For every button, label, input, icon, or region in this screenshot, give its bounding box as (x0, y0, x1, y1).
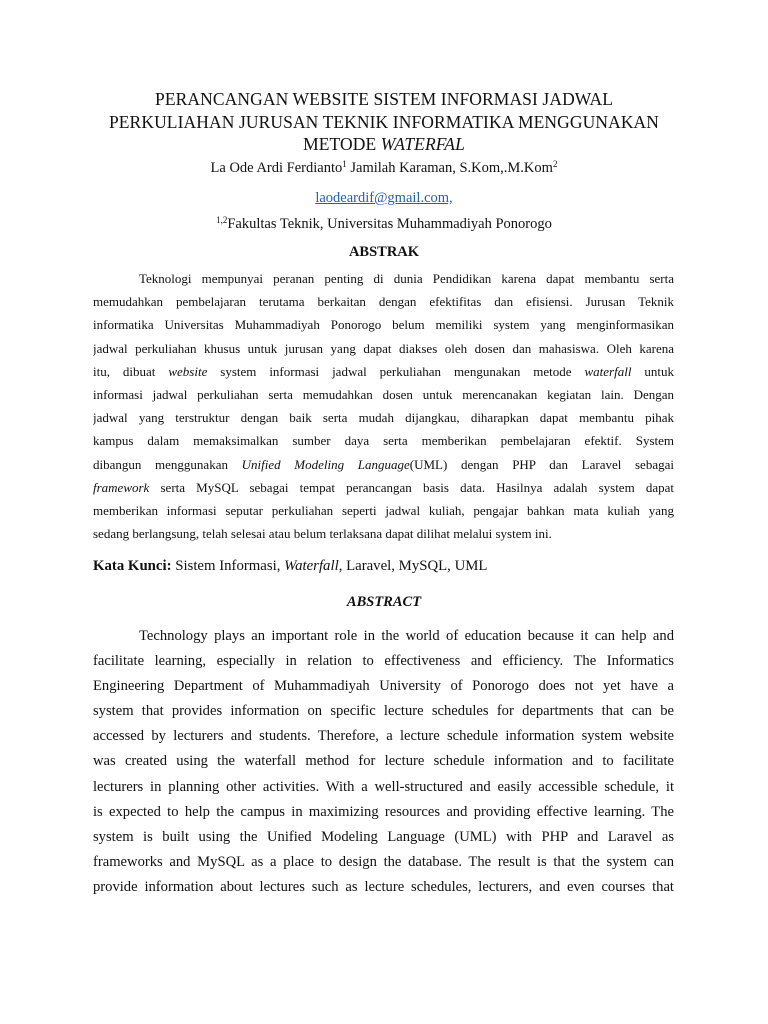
abstract-line: Engineering Department of Muhammadiyah University of Ponorogo does not yet have a (93, 678, 674, 695)
abstrak-text: serta MySQL sebagai tempat perancangan basis data. Hasilnya adalah system dapat (149, 479, 674, 495)
abstrak-line (93, 499, 674, 522)
abstract-line: was created using the waterfall method for lecture schedule information and to facilitate (93, 753, 674, 770)
author-line (0, 158, 768, 178)
abstract-heading: ABSTRACT (346, 594, 422, 610)
abstrak-text: untuk (631, 363, 674, 379)
keywords-text-rest: , Laravel, MySQL, UML (338, 558, 488, 574)
abstract-line: accessed by lecturers and students. Therefore, a lecture schedule information system website (93, 728, 674, 745)
abstract-line: frameworks and MySQL as a place to design the database. The result is that the system can (93, 853, 674, 870)
abstrak-text: jadwal perkuliahan khusus untuk jurusan yang dapat diakses oleh dosen dan mahasiswa. Oleh karena (93, 340, 674, 356)
abstrak-paragraph (93, 267, 674, 545)
abstrak-text: informatika Universitas Muhammadiyah Ponorogo belum memiliki system yang menginformasikan (93, 317, 674, 333)
abstrak-line (93, 337, 674, 360)
abstrak-text: sedang berlangsung, telah selesai atau belum terlaksana dapat dilihat melalui system ini. (93, 526, 552, 542)
abstrak-line (93, 360, 674, 383)
abstrak-heading: ABSTRAK (348, 244, 420, 260)
abstrak-italic-term: waterfall (584, 363, 632, 379)
paper-title (88, 88, 680, 156)
author-1-affiliation-mark: 1 (342, 159, 347, 169)
abstrak-text: memberikan informasi seputar perkuliahan seperti jadwal kuliah, pengajar bahkan mata kuliah yang (93, 502, 674, 518)
abstrak-line (93, 522, 674, 545)
abstrak-text: dibangun menggunakan (93, 456, 242, 472)
author-email (0, 188, 768, 208)
abstrak-text: informasi jadwal perkuliahan serta memudahkan dosen untuk merencanakan kegiatan lain. Dengan (93, 386, 674, 402)
keywords-label: Kata Kunci: (93, 558, 172, 574)
abstrak-line (93, 476, 674, 499)
abstrak-line (93, 383, 674, 406)
abstrak-italic-term: website (168, 363, 208, 379)
abstract-line: is expected to help the campus in maximizing resources and providing effective learning. The (93, 803, 674, 820)
abstract-line: system is built using the Unified Modeling Language (UML) with PHP and Laravel as (93, 828, 674, 845)
keywords-text: Sistem Informasi, (171, 558, 285, 574)
abstract-line: system that provides information on specific lecture schedules for departments that can be (93, 703, 674, 720)
abstrak-line (93, 406, 674, 429)
keywords-line (93, 556, 674, 576)
affiliation-line (0, 214, 768, 234)
email-link[interactable]: laodeardif@gmail.com, (315, 190, 453, 206)
abstract-line: facilitate learning, especially in relation to effectiveness and efficiency. The Informatics (93, 653, 674, 670)
abstrak-text: jadwal yang terstruktur dengan baik serta mudah dijangkau, diharapkan dapat membantu pihak (93, 410, 674, 426)
abstrak-line (93, 453, 674, 476)
abstrak-text: (UML) dengan PHP dan Laravel sebagai (409, 456, 674, 472)
abstrak-line (93, 267, 674, 290)
abstrak-text: Teknologi mempunyai peranan penting di dunia Pendidikan karena dapat membantu serta (139, 271, 674, 286)
affiliation-mark: 1,2 (216, 215, 228, 225)
abstract-line: lecturers in planning other activities. With a well-structured and easily accessible schedule, it (93, 778, 674, 795)
abstrak-text: system informasi jadwal perkuliahan mengunakan metode (207, 363, 585, 379)
title-line (88, 133, 680, 156)
author-1-name: La Ode Ardi Ferdianto (210, 160, 343, 176)
author-2-name: Jamilah Karaman, S.Kom,.M.Kom (346, 160, 553, 176)
title-line-text: METODE (303, 134, 381, 154)
abstrak-line (93, 313, 674, 336)
affiliation-text: Fakultas Teknik, Universitas Muhammadiyah Ponorogo (227, 216, 552, 232)
keywords-italic: Waterfall (284, 558, 339, 574)
abstrak-text: kampus dalam memaksimalkan sumber daya serta memberikan pembelajaran efektif. System (93, 433, 674, 449)
title-line: PERKULIAHAN JURUSAN TEKNIK INFORMATIKA MENGGUNAKAN (108, 111, 660, 132)
abstrak-italic-term: Unified Modeling Language (241, 456, 410, 472)
abstrak-line (93, 429, 674, 452)
abstrak-italic-term: framework (93, 479, 150, 495)
abstract-paragraph (93, 624, 674, 900)
abstract-line: provide information about lectures such as lecture schedules, lecturers, and even courses that (93, 878, 674, 895)
abstrak-text: itu, dibuat (93, 363, 169, 379)
author-2-affiliation-mark: 2 (552, 159, 558, 169)
abstract-line: Technology plays an important role in the world of education because it can help and (139, 628, 674, 644)
abstrak-line (93, 290, 674, 313)
title-italic-word: WATERFAL (380, 134, 465, 154)
abstrak-text: memudahkan pembelajaran terutama berkaitan dengan efektifitas dan efisiensi. Jurusan Teknik (93, 294, 674, 310)
title-line: PERANCANGAN WEBSITE SISTEM INFORMASI JADWAL (154, 89, 614, 109)
